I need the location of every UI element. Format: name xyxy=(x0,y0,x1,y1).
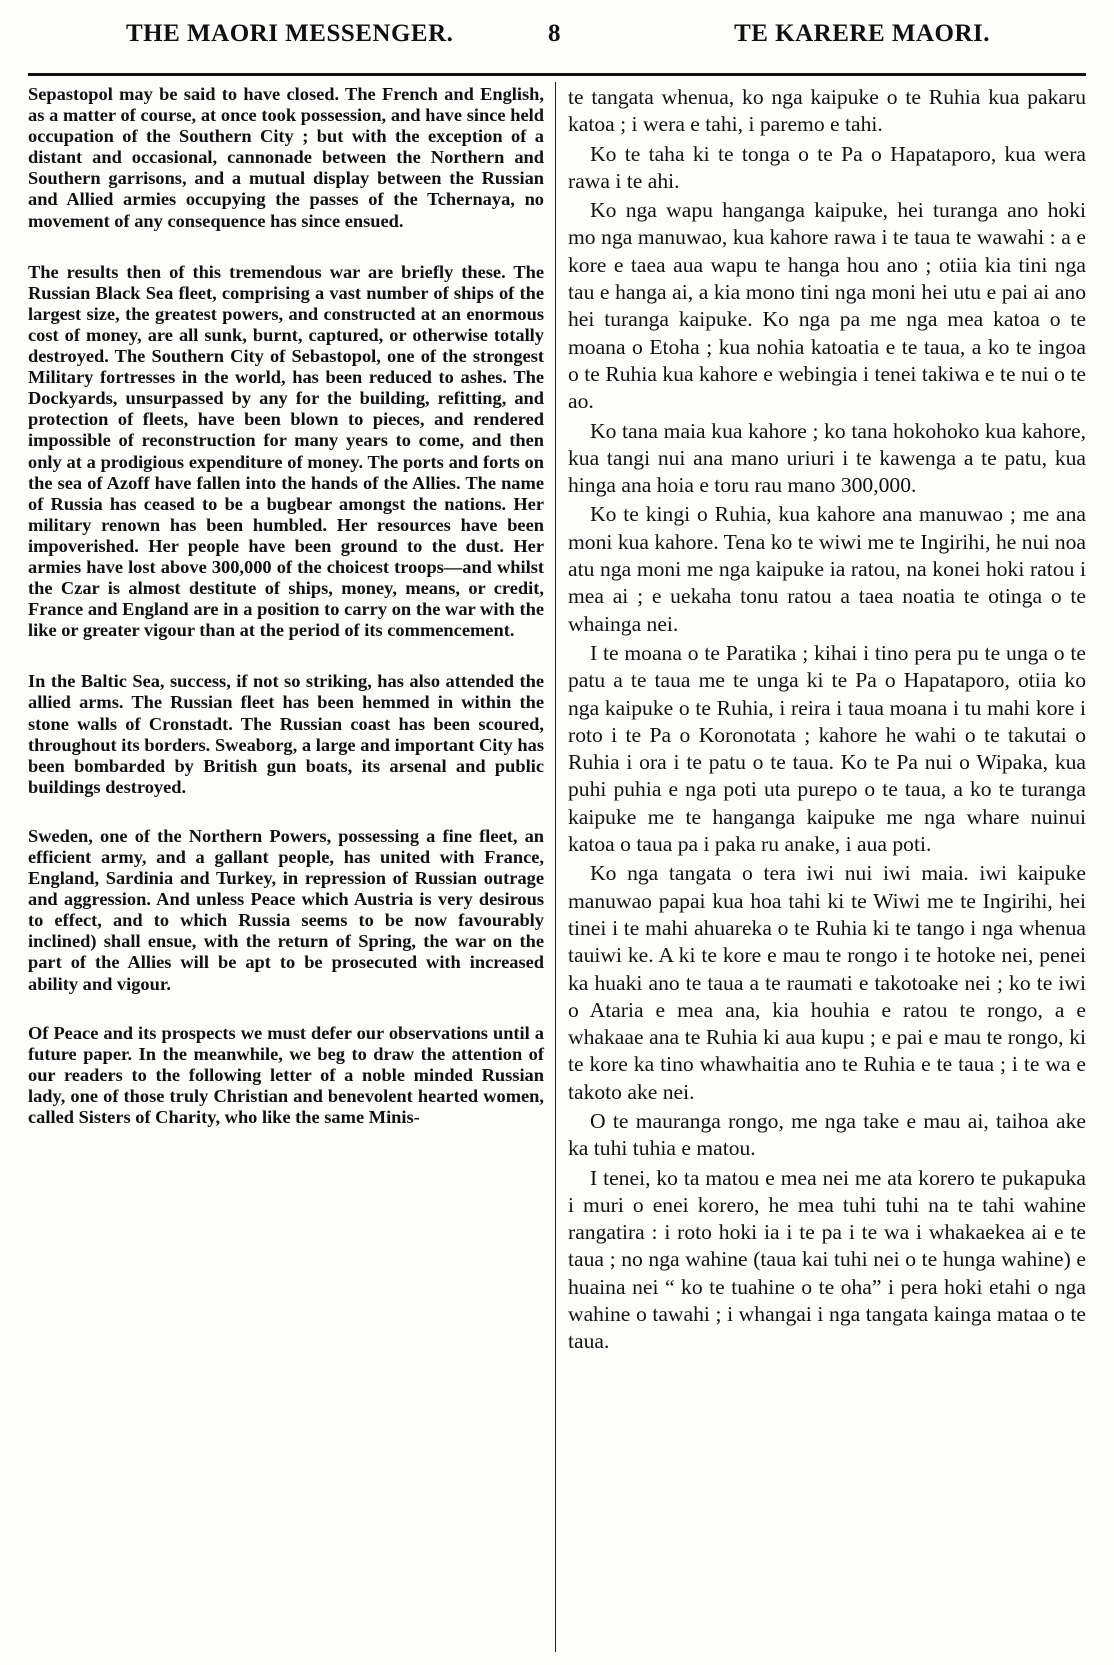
english-paragraph-5: Of Peace and its prospects we must defer our observations until a future paper. In the meanwhile, we beg to draw the attention of our readers to the following letter of a noble minded Russian lady, one of those truly Christian and benevolent hearted women, called Sisters of Charity, who like the same Minis- xyxy=(28,1022,544,1128)
column-divider xyxy=(555,82,556,1652)
masthead-english: THE MAORI MESSENGER. xyxy=(126,20,454,47)
maori-paragraph-5: Ko te kingi o Ruhia, kua kahore ana manuwao ; me ana moni kua kahore. Tena ko te wiwi me te Ingirihi, he nui noa atu nga moni me nga kaipuke ia ratou, na konei hoki ratou i mea ai ; e uekaha tonu ratou a taea noatia te otinga o te whainga nei. xyxy=(568,502,1086,636)
maori-paragraph-9: I tenei, ko ta matou e mea nei me ata korero te pukapuka i muri o enei korero, he mea tuhi tuhi na te tahi wahine rangatira : i roto hoki ia i te pa i te wa i whakaekea ai e te taua ; no nga wahine (taua kai tuhi nei o te hunga wahine) e huaina nei “ ko te tuahine o te oha” i pera hoki etahi o nga wahine o tawahi ; i whangai i nga tangata kainga mataa o te taua. xyxy=(568,1165,1086,1354)
maori-paragraph-1: te tangata whenua, ko nga kaipuke o te Ruhia kua pakaru katoa ; i wera e tahi, i paremo e tahi. xyxy=(568,85,1086,137)
page-number: 8 xyxy=(548,20,561,47)
english-paragraph-2: The results then of this tremendous war are briefly these. The Russian Black Sea fleet, comprising a vast number of ships of the largest size, the greatest powers, and constructed at an enormous cost of money, are all sunk, burnt, captured, or otherwise totally destroyed. The Southern City of Sebastopol, one of the strongest Military fortresses in the world, has been reduced to ashes. The Dockyards, unsurpassed by any for the building, refitting, and protection of fleets, have been blown to pieces, and rendered impossible of reconstruction for many years to come, and then only at a prodigious expenditure of money. The ports and forts on the sea of Azoff have fallen into the hands of the Allies. The name of Russia has ceased to be a bugbear amongst the nations. Her military renown has been humbled. Her resources have been impoverished. Her people have been ground to the dust. Her armies have lost above 300,000 of the choicest troops—and whilst the Czar is almost destitute of ships, money, means, or credit, France and England are in a position to carry on the war with the like or greater vigour than at the period of its commencement. xyxy=(28,261,544,641)
masthead-maori: TE KARERE MAORI. xyxy=(734,20,990,47)
maori-paragraph-6: I te moana o te Paratika ; kihai i tino pera pu te unga o te patu a te taua me te unga ki te Pa o Hapataporo, otiia ko nga kaipuke o te Ruhia, i reira i taua moana i tu mahi kore i roto i te Pa o Koronotata ; kahore he wahi o te takutai o Ruhia i ora i te patu o te taua. Ko te Pa nui o Wipaka, kua puhi puhia e nga poti uta purepo o te taua, a ko te turanga kaipuke me te hanganga kaipuke me nga whare nuinui katoa o taua pa i paka ru anake, i aua poti. xyxy=(568,640,1086,857)
maori-paragraph-2: Ko te taha ki te tonga o te Pa o Hapataporo, kua wera rawa i te ahi. xyxy=(568,141,1086,193)
page-header xyxy=(28,14,1086,60)
maori-paragraph-4: Ko tana maia kua kahore ; ko tana hokohoko kua kahore, kua tangi nui ana mano uriuri i te kawenga a te patu, kua hinga ana hoia e toru rau mano 300,000. xyxy=(568,418,1086,498)
header-rule xyxy=(28,73,1086,76)
english-paragraph-3: In the Baltic Sea, success, if not so striking, has also attended the allied arms. The Russian fleet has been hemmed in within the stone walls of Cronstadt. The Russian coast has been scoured, throughout its borders. Sweaborg, a large and important City has been bombarded by British gun boats, its arsenal and public buildings destroyed. xyxy=(28,671,544,797)
maori-paragraph-8: O te mauranga rongo, me nga take e mau ai, taihoa ake ka tuhi tuhia e matou. xyxy=(568,1108,1086,1161)
english-paragraph-4: Sweden, one of the Northern Powers, possessing a fine fleet, an efficient army, and a gallant people, has united with France, England, Sardinia and Turkey, in repression of Russian outrage and aggression. And unless Peace which Austria is very desirous to effect, and to which Russia seems to be now favourably inclined) shall ensue, with the return of Spring, the war on the part of the Allies will be apt to be prosecuted with increased ability and vigour. xyxy=(28,825,544,994)
maori-paragraph-7: Ko nga tangata o tera iwi nui iwi maia. iwi kaipuke manuwao papai kua hoa tahi ki te Wiwi me te Ingirihi, hei tinei i te mahi ahuareka o te Ruhia ki te tango i nga whenua tauiwi ke. A ki te kore e mau te rongo i te hotoke nei, penei ka huaki ano te taua a te raumati e takotoake nei ; ko te iwi o Ataria e mea ana, kia houhia e ratou te rongo, a e whakaae ana te Ruhia ki aua kupu ; e pai e mau te rongo, ki te kore ka tino whawhaitia ano te Ruhia e te taua ; i te wa e takoto ake nei. xyxy=(568,861,1086,1104)
english-column xyxy=(28,84,544,1128)
maori-column xyxy=(568,84,1086,1356)
maori-paragraph-3: Ko nga wapu hanganga kaipuke, hei turanga ano hoki mo nga manuwao, kua kahore rawa i te taua te wawahi : a e kore e taea aua wapu te hanga hou ano ; otiia kia tini nga tau e hanga ai, a kia mono tini nga moni hei utu e pai ai ano hei turanga kaipuke. Ko nga pa me nga mea katoa o te moana o Etoha ; kua nohia katoatia e te taua, a ko te ingoa o te Ruhia kua kahore e webingia i tenei takiwa e te nui o te ao. xyxy=(568,198,1086,414)
english-paragraph-1: Sepastopol may be said to have closed. The French and English, as a matter of course, at once took possession, and have since held occupation of the Southern City ; but with the exception of a distant and occasional, cannonade between the Northern and Southern garrisons, and a mutual display between the Russian and Allied armies occupying the passes of the Tchernaya, no movement of any consequence has since ensued. xyxy=(28,84,544,231)
